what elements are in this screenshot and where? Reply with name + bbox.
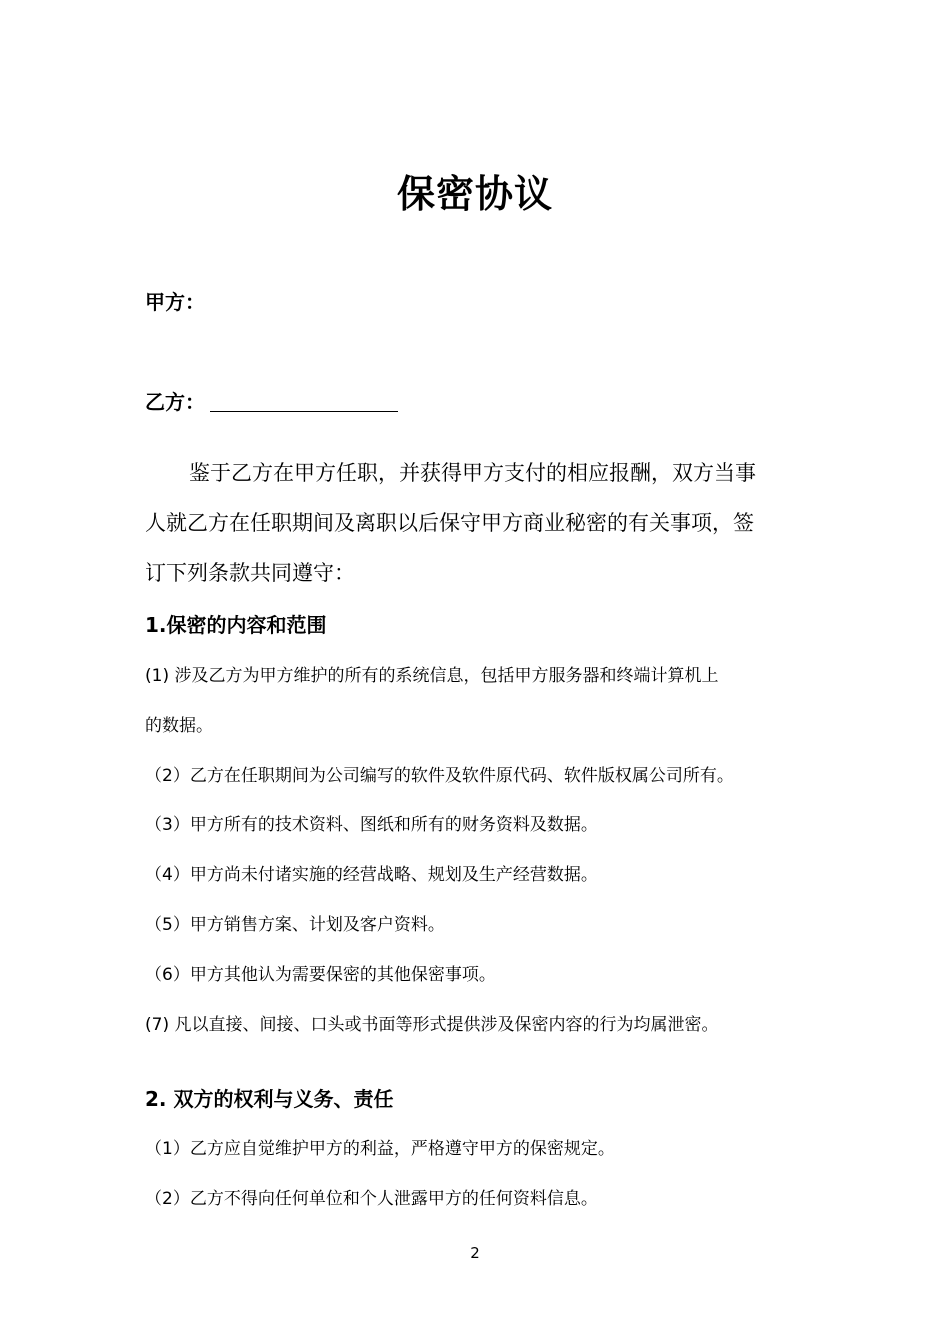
section-1-item: （5）甲方销售方案、计划及客户资料。 [145, 915, 445, 935]
intro-line-3: 订下列条款共同遵守： [145, 561, 355, 585]
section-2-item: （1）乙方应自觉维护甲方的利益，严格遵守甲方的保密规定。 [145, 1139, 615, 1159]
section-1-item: （6）甲方其他认为需要保密的其他保密事项。 [145, 965, 496, 985]
section-2-item: （2）乙方不得向任何单位和个人泄露甲方的任何资料信息。 [145, 1189, 598, 1209]
section-1-heading: 1.保密的内容和范围 [145, 613, 327, 637]
section-2-heading: 2. 双方的权利与义务、责任 [145, 1087, 394, 1111]
party-b-label: 乙方： [145, 390, 205, 414]
section-1-item: (7) 凡以直接、间接、口头或书面等形式提供涉及保密内容的行为均属泄密。 [145, 1015, 719, 1035]
section-1-item: （2）乙方在任职期间为公司编写的软件及软件原代码、软件版权属公司所有。 [145, 766, 734, 786]
intro-line-1: 鉴于乙方在甲方任职，并获得甲方支付的相应报酬，双方当事 [189, 461, 756, 485]
document-title: 保密协议 [396, 172, 553, 216]
intro-line-2: 人就乙方在任职期间及离职以后保守甲方商业秘密的有关事项，签 [145, 511, 754, 535]
party-a-label: 甲方： [145, 290, 205, 314]
section-1-item: 的数据。 [145, 716, 213, 736]
section-1-item: （3）甲方所有的技术资料、图纸和所有的财务资料及数据。 [145, 815, 598, 835]
section-1-item: （4）甲方尚未付诸实施的经营战略、规划及生产经营数据。 [145, 865, 598, 885]
party-b-signature-line [210, 411, 398, 412]
page-number: 2 [470, 1244, 480, 1262]
section-1-item: (1) 涉及乙方为甲方维护的所有的系统信息，包括甲方服务器和终端计算机上 [145, 666, 719, 686]
